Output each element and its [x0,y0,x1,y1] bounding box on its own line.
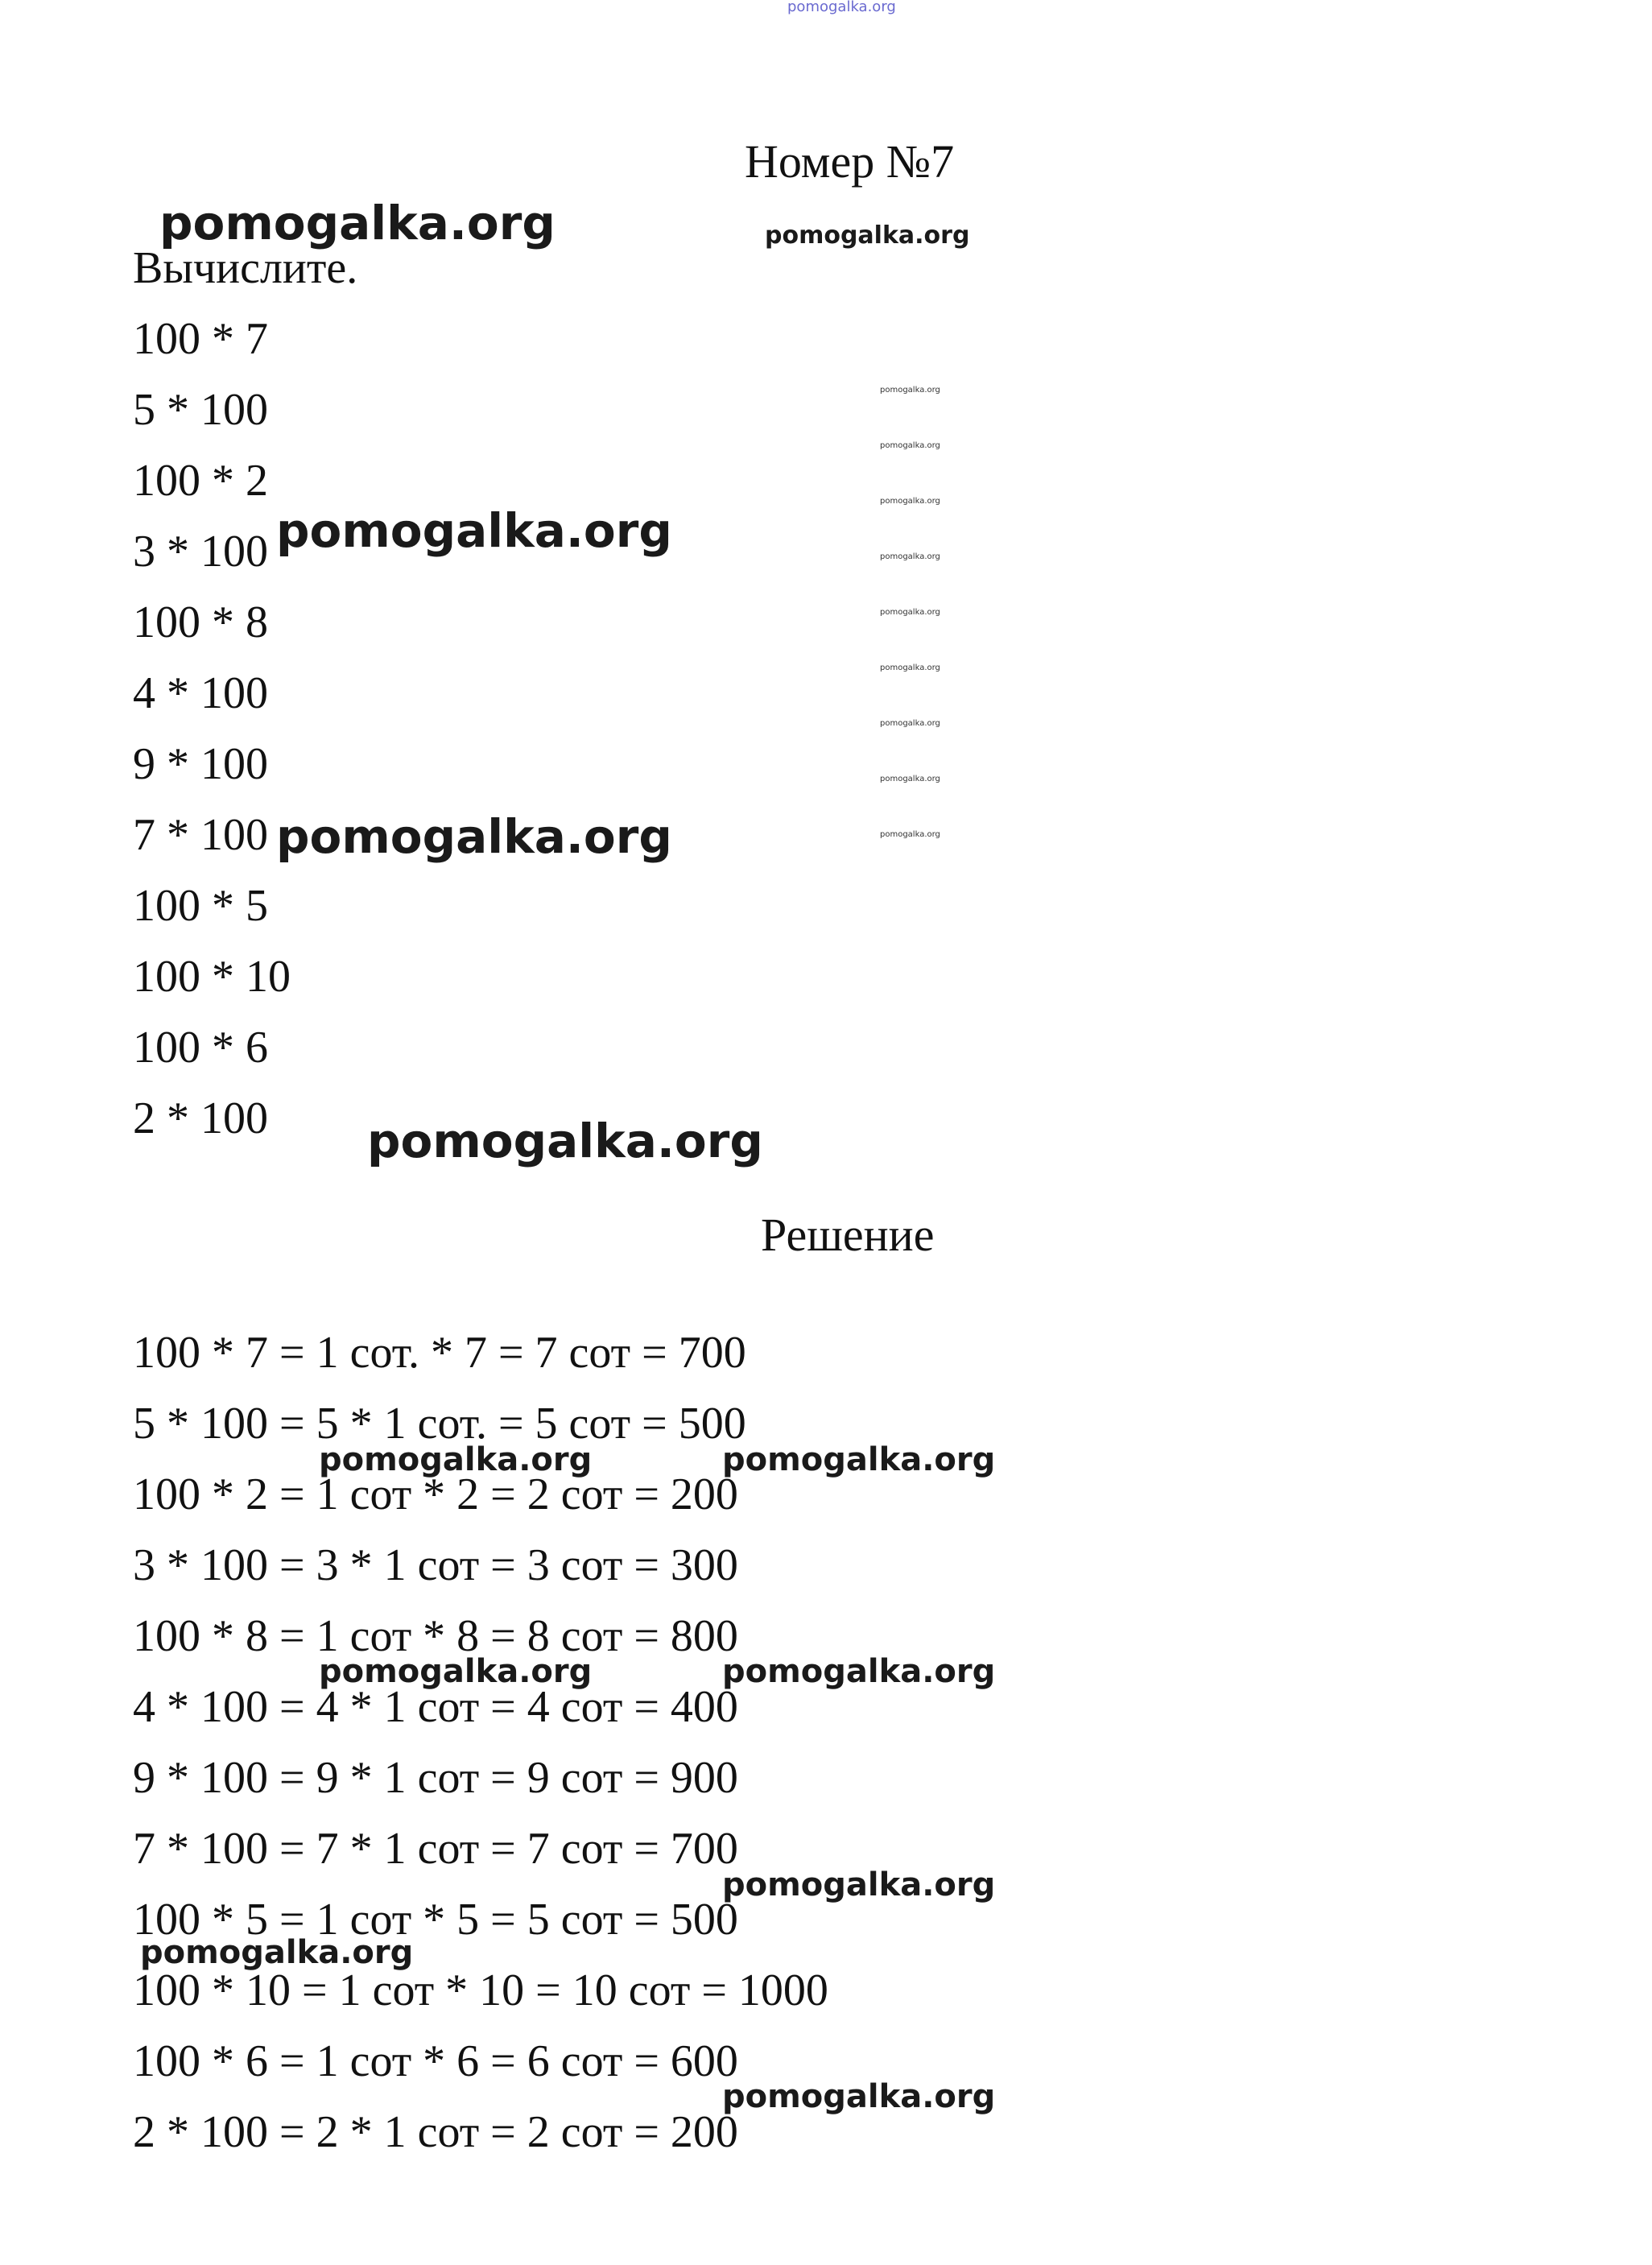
watermark: pomogalka.org [722,1441,996,1478]
watermark: pomogalka.org [140,1934,414,1971]
problem-item: 9 * 100 [133,739,268,789]
watermark: pomogalka.org [880,552,940,561]
watermark: pomogalka.org [880,608,940,617]
solution-line: 100 * 8 = 1 сот * 8 = 8 сот = 800 [133,1611,738,1661]
problem-item: 3 * 100 [133,527,268,577]
solution-line: 100 * 2 = 1 сот * 2 = 2 сот = 200 [133,1469,738,1519]
problem-item: 100 * 7 [133,314,268,364]
solution-line: 9 * 100 = 9 * 1 сот = 9 сот = 900 [133,1753,738,1803]
problem-item: 5 * 100 [133,385,268,435]
solution-line: 7 * 100 = 7 * 1 сот = 7 сот = 700 [133,1824,738,1874]
solution-line: 5 * 100 = 5 * 1 сот. = 5 сот = 500 [133,1399,746,1449]
solution-line: 100 * 5 = 1 сот * 5 = 5 сот = 500 [133,1895,738,1945]
problem-item: 100 * 5 [133,881,268,931]
problem-item: 100 * 8 [133,597,268,647]
watermark: pomogalka.org [319,1441,593,1478]
task-instruction: Вычислите. [133,243,358,293]
watermark: pomogalka.org [367,1114,763,1168]
watermark: pomogalka.org [722,1866,996,1903]
watermark: pomogalka.org [880,497,940,506]
watermark: pomogalka.org [722,1653,996,1690]
problem-item: 100 * 10 [133,952,291,1002]
solution-line: 100 * 6 = 1 сот * 6 = 6 сот = 600 [133,2036,738,2086]
solution-line: 2 * 100 = 2 * 1 сот = 2 сот = 200 [133,2107,738,2157]
watermark: pomogalka.org [276,809,672,864]
watermark: pomogalka.org [159,196,555,250]
problem-item: 100 * 6 [133,1023,268,1073]
watermark: pomogalka.org [880,830,940,839]
watermark: pomogalka.org [880,441,940,450]
watermark: pomogalka.org [722,2078,996,2115]
watermark: pomogalka.org [765,221,970,250]
problem-item: 100 * 2 [133,456,268,506]
watermark: pomogalka.org [880,719,940,728]
problem-item: 7 * 100 [133,810,268,860]
watermark: pomogalka.org [276,503,672,558]
solution-line: 100 * 7 = 1 сот. * 7 = 7 сот = 700 [133,1328,746,1378]
watermark-top: pomogalka.org [787,0,896,15]
watermark: pomogalka.org [319,1653,593,1690]
problem-item: 4 * 100 [133,668,268,718]
solution-title: Решение [761,1209,935,1261]
watermark: pomogalka.org [880,386,940,395]
watermark: pomogalka.org [880,775,940,783]
page-title: Номер №7 [745,135,955,188]
solution-line: 100 * 10 = 1 сот * 10 = 10 сот = 1000 [133,1965,828,2015]
solution-line: 3 * 100 = 3 * 1 сот = 3 сот = 300 [133,1540,738,1590]
watermark: pomogalka.org [880,663,940,672]
problem-item: 2 * 100 [133,1093,268,1143]
solution-line: 4 * 100 = 4 * 1 сот = 4 сот = 400 [133,1682,738,1732]
